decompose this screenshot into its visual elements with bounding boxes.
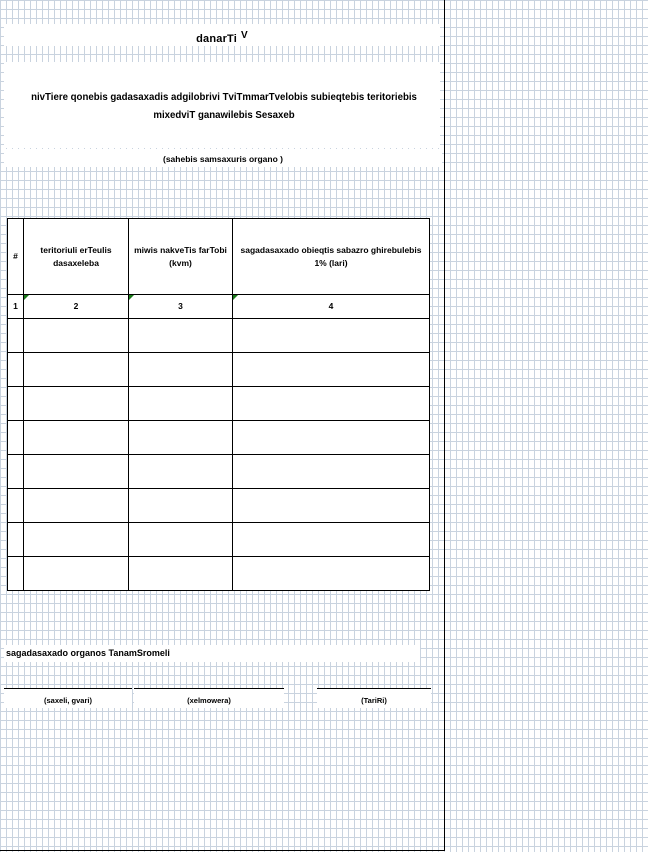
table-cell[interactable] — [129, 557, 233, 591]
table-cell[interactable] — [24, 353, 129, 387]
column-header-territory: teritoriuli erTeulis dasaxeleba — [24, 219, 129, 295]
column-header-area: miwis nakveTis farTobi (kvm) — [129, 219, 233, 295]
signature-field-signature: (xelmowera) — [134, 688, 284, 708]
table-row — [8, 489, 430, 523]
table-row — [8, 557, 430, 591]
signature-field-date: (TariRi) — [317, 688, 431, 708]
table-cell[interactable] — [8, 353, 24, 387]
table-cell[interactable] — [233, 353, 430, 387]
table-cell[interactable] — [24, 523, 129, 557]
table-cell[interactable] — [233, 421, 430, 455]
table-row — [8, 421, 430, 455]
cell-note-marker — [24, 295, 29, 300]
table-cell[interactable] — [233, 489, 430, 523]
table-cell[interactable] — [8, 319, 24, 353]
table-cell[interactable] — [24, 319, 129, 353]
table-cell[interactable] — [233, 387, 430, 421]
table-cell[interactable] — [8, 489, 24, 523]
table-row — [8, 523, 430, 557]
table-cell[interactable] — [8, 523, 24, 557]
table-cell[interactable] — [233, 523, 430, 557]
form-title-suffix: V — [241, 30, 248, 41]
table-header-row — [8, 219, 430, 295]
table-cell[interactable] — [129, 319, 233, 353]
form-heading: nivTiere qonebis gadasaxadis adgilobrivi TviTmmarTvelobis subieqtebis teritoriebis mixedviT ganawilebis Sesaxeb — [31, 91, 417, 121]
column-header-tax-amount: sagadasaxado obieqtis sabazro ghirebulebis 1% (lari) — [233, 219, 430, 295]
table-cell[interactable] — [24, 489, 129, 523]
table-cell[interactable] — [24, 421, 129, 455]
column-number-row — [8, 295, 430, 319]
form-subheading: (sahebis samsaxuris organo ) — [163, 154, 283, 164]
cell-note-marker — [129, 295, 134, 300]
tax-authority-employee-label: sagadasaxado organos TanamSromeli — [4, 645, 420, 662]
table-cell[interactable] — [129, 523, 233, 557]
table-cell[interactable] — [24, 557, 129, 591]
table-cell[interactable] — [233, 557, 430, 591]
table-cell[interactable] — [129, 387, 233, 421]
table-cell[interactable] — [24, 455, 129, 489]
distribution-table — [7, 218, 430, 591]
table-cell[interactable] — [8, 557, 24, 591]
form-title: danarTi $^V$ — [196, 30, 248, 45]
table-cell[interactable] — [8, 455, 24, 489]
table-cell[interactable] — [8, 421, 24, 455]
table-row — [8, 455, 430, 489]
table-cell[interactable] — [129, 421, 233, 455]
column-number-1: 1 — [8, 295, 24, 319]
table-cell[interactable] — [233, 455, 430, 489]
table-cell[interactable] — [129, 455, 233, 489]
table-row — [8, 353, 430, 387]
table-row — [8, 319, 430, 353]
table-cell[interactable] — [24, 387, 129, 421]
column-number-2: 2 — [24, 295, 129, 319]
column-number-4: 4 — [233, 295, 430, 319]
table-cell[interactable] — [8, 387, 24, 421]
table-cell[interactable] — [233, 319, 430, 353]
table-cell[interactable] — [129, 353, 233, 387]
signature-field-name: (saxeli, gvari) — [4, 688, 132, 708]
column-header-number: # — [8, 219, 24, 295]
table-row — [8, 387, 430, 421]
table-cell[interactable] — [129, 489, 233, 523]
column-number-3: 3 — [129, 295, 233, 319]
cell-note-marker — [233, 295, 238, 300]
